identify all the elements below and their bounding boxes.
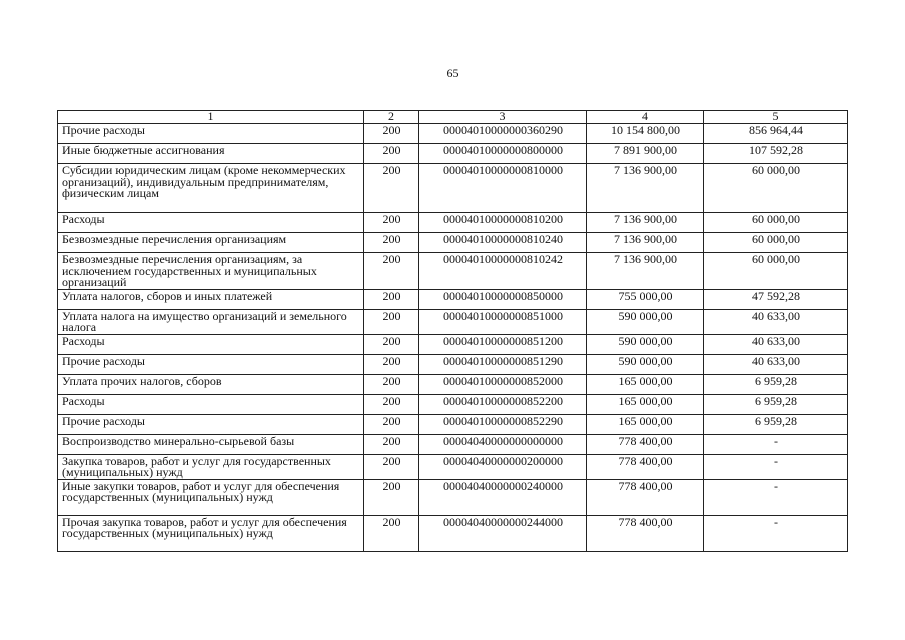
table-row — [58, 334, 848, 354]
table-row — [58, 374, 848, 394]
row-code: 200 — [364, 253, 419, 290]
row-name: Прочие расходы — [58, 354, 364, 374]
row-code: 200 — [364, 233, 419, 253]
row-planned: 590 000,00 — [587, 354, 704, 374]
row-executed: - — [704, 454, 848, 479]
table-row — [58, 233, 848, 253]
row-planned: 165 000,00 — [587, 394, 704, 414]
row-classifier: 00004010000000360290 — [419, 124, 587, 144]
row-executed: 40 633,00 — [704, 334, 848, 354]
row-planned: 10 154 800,00 — [587, 124, 704, 144]
row-classifier: 00004010000000810240 — [419, 233, 587, 253]
row-planned: 755 000,00 — [587, 289, 704, 309]
row-planned: 7 136 900,00 — [587, 164, 704, 213]
row-name: Прочие расходы — [58, 414, 364, 434]
column-header: 3 — [419, 111, 587, 124]
row-name: Расходы — [58, 334, 364, 354]
row-classifier: 00004040000000240000 — [419, 479, 587, 515]
row-executed: 60 000,00 — [704, 164, 848, 213]
table-row — [58, 253, 848, 290]
column-header: 4 — [587, 111, 704, 124]
row-code: 200 — [364, 124, 419, 144]
row-planned: 778 400,00 — [587, 479, 704, 515]
table-row — [58, 434, 848, 454]
row-name: Прочая закупка товаров, работ и услуг для обеспечения государственных (муниципальных) нужд — [58, 515, 364, 551]
row-name: Субсидии юридическим лицам (кроме некоммерческих организаций), индивидуальным предпринимателям, физическим лицам — [58, 164, 364, 213]
row-planned: 7 891 900,00 — [587, 144, 704, 164]
row-executed: - — [704, 434, 848, 454]
table-row — [58, 414, 848, 434]
row-code: 200 — [364, 414, 419, 434]
row-executed: 60 000,00 — [704, 213, 848, 233]
row-planned: 7 136 900,00 — [587, 253, 704, 290]
table-row — [58, 454, 848, 479]
row-planned: 778 400,00 — [587, 434, 704, 454]
row-name: Расходы — [58, 213, 364, 233]
row-name: Уплата налога на имущество организаций и земельного налога — [58, 309, 364, 334]
row-code: 200 — [364, 515, 419, 551]
row-code: 200 — [364, 289, 419, 309]
row-classifier: 00004010000000810000 — [419, 164, 587, 213]
row-name: Расходы — [58, 394, 364, 414]
row-executed: 60 000,00 — [704, 253, 848, 290]
row-classifier: 00004010000000810200 — [419, 213, 587, 233]
row-code: 200 — [364, 394, 419, 414]
row-name: Прочие расходы — [58, 124, 364, 144]
row-name: Воспроизводство минерально-сырьевой базы — [58, 434, 364, 454]
table-row — [58, 289, 848, 309]
column-header: 1 — [58, 111, 364, 124]
row-classifier: 00004010000000852200 — [419, 394, 587, 414]
row-classifier: 00004040000000000000 — [419, 434, 587, 454]
row-code: 200 — [364, 144, 419, 164]
column-header: 2 — [364, 111, 419, 124]
row-planned: 7 136 900,00 — [587, 233, 704, 253]
row-code: 200 — [364, 374, 419, 394]
row-name: Уплата прочих налогов, сборов — [58, 374, 364, 394]
table-row — [58, 309, 848, 334]
row-name: Закупка товаров, работ и услуг для государственных (муниципальных) нужд — [58, 454, 364, 479]
row-planned: 165 000,00 — [587, 374, 704, 394]
row-planned: 7 136 900,00 — [587, 213, 704, 233]
column-header: 5 — [704, 111, 848, 124]
row-code: 200 — [364, 164, 419, 213]
row-executed: 856 964,44 — [704, 124, 848, 144]
row-planned: 165 000,00 — [587, 414, 704, 434]
table-row — [58, 394, 848, 414]
table-header-row — [58, 111, 848, 124]
row-executed: 107 592,28 — [704, 144, 848, 164]
row-executed: - — [704, 479, 848, 515]
budget-table — [57, 110, 848, 552]
row-classifier: 00004040000000244000 — [419, 515, 587, 551]
table-row — [58, 479, 848, 515]
row-code: 200 — [364, 213, 419, 233]
table-row — [58, 144, 848, 164]
table-row — [58, 124, 848, 144]
row-code: 200 — [364, 434, 419, 454]
row-executed: 60 000,00 — [704, 233, 848, 253]
row-planned: 590 000,00 — [587, 334, 704, 354]
row-executed: - — [704, 515, 848, 551]
row-code: 200 — [364, 354, 419, 374]
row-name: Иные закупки товаров, работ и услуг для обеспечения государственных (муниципальных) нужд — [58, 479, 364, 515]
row-executed: 6 959,28 — [704, 394, 848, 414]
row-name: Иные бюджетные ассигнования — [58, 144, 364, 164]
table-row — [58, 164, 848, 213]
row-executed: 47 592,28 — [704, 289, 848, 309]
row-planned: 590 000,00 — [587, 309, 704, 334]
page-number: 65 — [446, 66, 459, 80]
table-row — [58, 354, 848, 374]
row-code: 200 — [364, 479, 419, 515]
row-classifier: 00004010000000850000 — [419, 289, 587, 309]
row-name: Безвозмездные перечисления организациям, за исключением государственных и муниципальных организаций — [58, 253, 364, 290]
row-executed: 40 633,00 — [704, 309, 848, 334]
row-classifier: 00004010000000851290 — [419, 354, 587, 374]
row-code: 200 — [364, 334, 419, 354]
row-code: 200 — [364, 454, 419, 479]
row-name: Безвозмездные перечисления организациям — [58, 233, 364, 253]
row-code: 200 — [364, 309, 419, 334]
row-classifier: 00004010000000800000 — [419, 144, 587, 164]
row-executed: 40 633,00 — [704, 354, 848, 374]
row-classifier: 00004010000000810242 — [419, 253, 587, 290]
row-executed: 6 959,28 — [704, 374, 848, 394]
row-classifier: 00004040000000200000 — [419, 454, 587, 479]
row-name: Уплата налогов, сборов и иных платежей — [58, 289, 364, 309]
row-classifier: 00004010000000852290 — [419, 414, 587, 434]
row-classifier: 00004010000000852000 — [419, 374, 587, 394]
table-row — [58, 213, 848, 233]
row-planned: 778 400,00 — [587, 515, 704, 551]
table-row — [58, 515, 848, 551]
row-executed: 6 959,28 — [704, 414, 848, 434]
row-classifier: 00004010000000851200 — [419, 334, 587, 354]
row-planned: 778 400,00 — [587, 454, 704, 479]
row-classifier: 00004010000000851000 — [419, 309, 587, 334]
